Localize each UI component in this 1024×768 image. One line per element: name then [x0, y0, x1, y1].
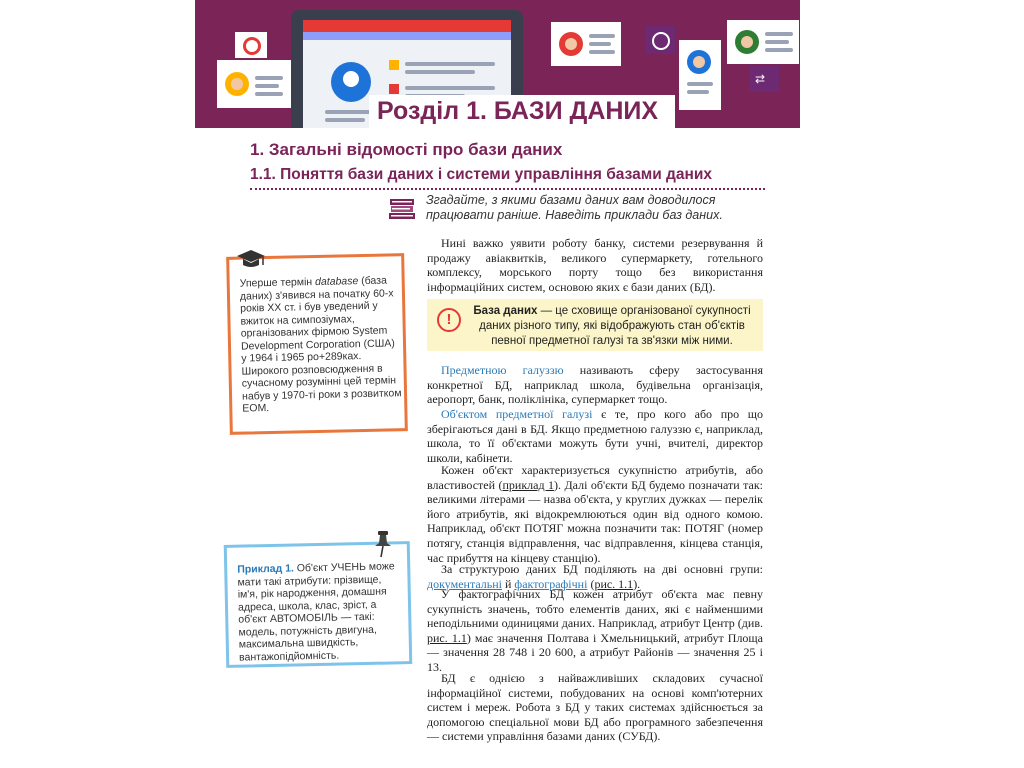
person-icon — [225, 72, 249, 96]
example-card — [224, 541, 413, 668]
history-note-text: Уперше термін database (база даних) з'явився на початку 60-х років XX ст. і був уведений у вжиток на симпозіумах, організованих фірмою System Development Corporation (США) у 1964 і 1965 ро+289ках. Широкого розповсюдження в сучасному розумінні цей термін набув у 1970-ті роки з розвитком ЕОМ. — [239, 274, 402, 415]
term-factographic: фактографічні — [514, 576, 588, 591]
swap-icon: ⇄ — [755, 72, 766, 86]
object-paragraph: Об'єктом предметної галузі є те, про кого або про що зберігаються дані в БД. Якщо предметною галуззю є, наприклад, школа, то її об'єктами можуть бути учні, вчителі, директор школи, кабінети. — [427, 407, 763, 465]
globe-icon — [652, 32, 670, 50]
swap-bubble — [749, 66, 779, 92]
dotted-divider — [250, 188, 765, 190]
exclamation-icon: ! — [437, 308, 461, 332]
chat-bubble — [217, 60, 291, 108]
example-label: Приклад 1. — [237, 562, 295, 576]
globe-bubble — [645, 26, 675, 54]
factographic-paragraph: У фактографічних БД кожен атрибут об'єкта має певну сукупність значень, тобто елементів даних, які є найменшими неподільними одиницями даних. Наприклад, атрибут Центр (див. рис. 1.1) має значення Полтава і Хмельницький, атрибут Площа — значення 28 748 і 20 600, а атрибут Районів — значення 25 і 13. — [427, 587, 763, 674]
chat-bubble — [551, 22, 621, 66]
example-1-link[interactable]: приклад 1 — [502, 477, 555, 492]
chapter-title-box — [369, 95, 675, 128]
definition-box — [427, 299, 763, 351]
dbms-paragraph: БД є однією з найважливіших складових сучасної інформаційної системи, побудованих на основі комп'ютерних систем і мереж. Робота з БД у таких системах здійснюється за допомогою спеціальної мови БД або програмного забезпечення — системи управління базами даних (СУБД). — [427, 671, 763, 744]
chapter-banner — [195, 0, 800, 128]
user-avatar-icon — [331, 62, 371, 102]
term-domain: Предметною галуззю — [441, 363, 564, 377]
graduation-cap-icon — [236, 248, 266, 270]
term-documentary: документальні — [427, 576, 502, 591]
chapter-title: Розділ 1. БАЗИ ДАНИХ — [377, 97, 659, 125]
person-icon — [735, 30, 759, 54]
definition-term: База даних — [473, 305, 538, 317]
recall-prompt: Згадайте, з якими базами даних вам доводилося працювати раніше. Наведіть приклади баз даних. — [426, 193, 723, 222]
chat-bubble — [679, 40, 721, 110]
history-note-card — [226, 253, 408, 435]
intro-paragraph: Нині важко уявити роботу банку, системи резервування й продажу авіаквитків, великого супермаркету, готельного комплексу, морського порту тощо без використання інформаційних систем, основою яких є бази даних (БД). — [427, 236, 763, 294]
books-icon — [387, 193, 417, 223]
chat-bubble-small — [235, 32, 267, 58]
structure-paragraph: За структурою даних БД поділяють на дві основні групи: документальні й фактографічні (рис. 1.1). — [427, 562, 763, 591]
refresh-icon — [243, 37, 261, 55]
person-icon — [559, 32, 583, 56]
subsection-heading: 1.1. Поняття бази даних і системи управління базами даних — [250, 166, 712, 183]
definition-text: База даних — це сховище організованої сукупності даних різного типу, які відображують стан об'єктів певної предметної галузі та зв'язки між ними. — [473, 305, 751, 347]
chat-bubble — [727, 20, 799, 64]
person-icon — [687, 50, 711, 74]
term-database: database — [314, 275, 359, 289]
domain-paragraph: Предметною галуззю називають сферу застосування конкретної БД, наприклад школа, будівельна організація, аеропорт, банк, поліклініка, супермаркет тощо. — [427, 363, 763, 407]
example-text: Приклад 1. Об'єкт УЧЕНЬ може мати такі атрибути: прізвище, ім'я, рік народження, домашня адреса, школа, клас, зріст, а об'єкт АВТОМОБІЛЬ — такі: модель, потужність двигуна, максимальна швидкість, вантажопідйомність. — [237, 560, 395, 664]
pushpin-icon — [372, 530, 394, 558]
term-object: Об'єктом предметної галузі — [441, 407, 593, 421]
figure-1-1-link[interactable]: рис. 1.1 — [427, 630, 467, 645]
section-heading: 1. Загальні відомості про бази даних — [250, 140, 563, 159]
attributes-paragraph: Кожен об'єкт характеризується сукупністю атрибутів, або властивостей (приклад 1). Далі об'єкти БД будемо позначати так: великими літерами — назва об'єкта, у круглих дужках — перелік його атрибутів, які відокремлюються один від одного комою. Наприклад, об'єкт ПОТЯГ можна позначити так: ПОТЯГ (номер потягу, станція відправлення, час відправлення, кінцева станція, час прибуття на кінцеву станцію). — [427, 463, 763, 565]
figure-1-1-link[interactable]: рис. 1.1 — [594, 576, 634, 591]
